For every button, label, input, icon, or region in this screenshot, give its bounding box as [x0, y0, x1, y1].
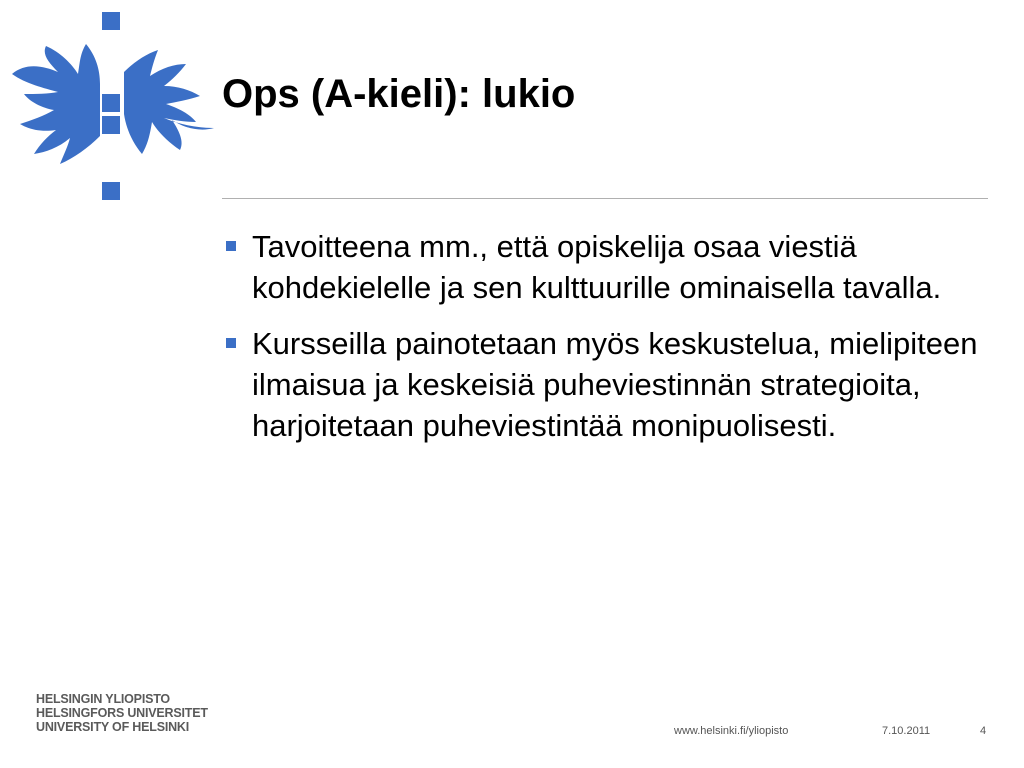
bullet-item: [222, 323, 1002, 446]
wordmark-line-finnish: HELSINGIN YLIOPISTO: [36, 692, 170, 706]
wordmark-line-swedish: HELSINGFORS UNIVERSITET: [36, 706, 208, 720]
title-divider: [222, 198, 988, 199]
page-number: 4: [980, 725, 987, 737]
bullet-text: Tavoitteena mm., että opiskelija osaa viestiä kohdekielelle ja sen kulttuurille ominaisella tavalla.: [252, 229, 942, 305]
slide-title: Ops (A-kieli): lukio: [222, 72, 576, 116]
footer-date: 7.10.2011: [882, 725, 931, 737]
wordmark-line-english: UNIVERSITY OF HELSINKI: [36, 720, 190, 734]
university-flame-logo-icon: [8, 8, 218, 204]
university-wordmark: [36, 692, 208, 734]
square-bullet-icon: [226, 338, 236, 348]
bullet-text: Kursseilla painotetaan myös keskustelua, mielipiteen ilmaisua ja keskeisiä puheviestinnän strategioita, harjoitetaan puheviestintää monipuolisesti.: [252, 326, 978, 443]
bullet-item: [222, 226, 1002, 308]
square-bullet-icon: [226, 241, 236, 251]
bullet-list: [222, 226, 1002, 461]
footer-url-link[interactable]: www.helsinki.fi/yliopisto: [674, 725, 789, 737]
